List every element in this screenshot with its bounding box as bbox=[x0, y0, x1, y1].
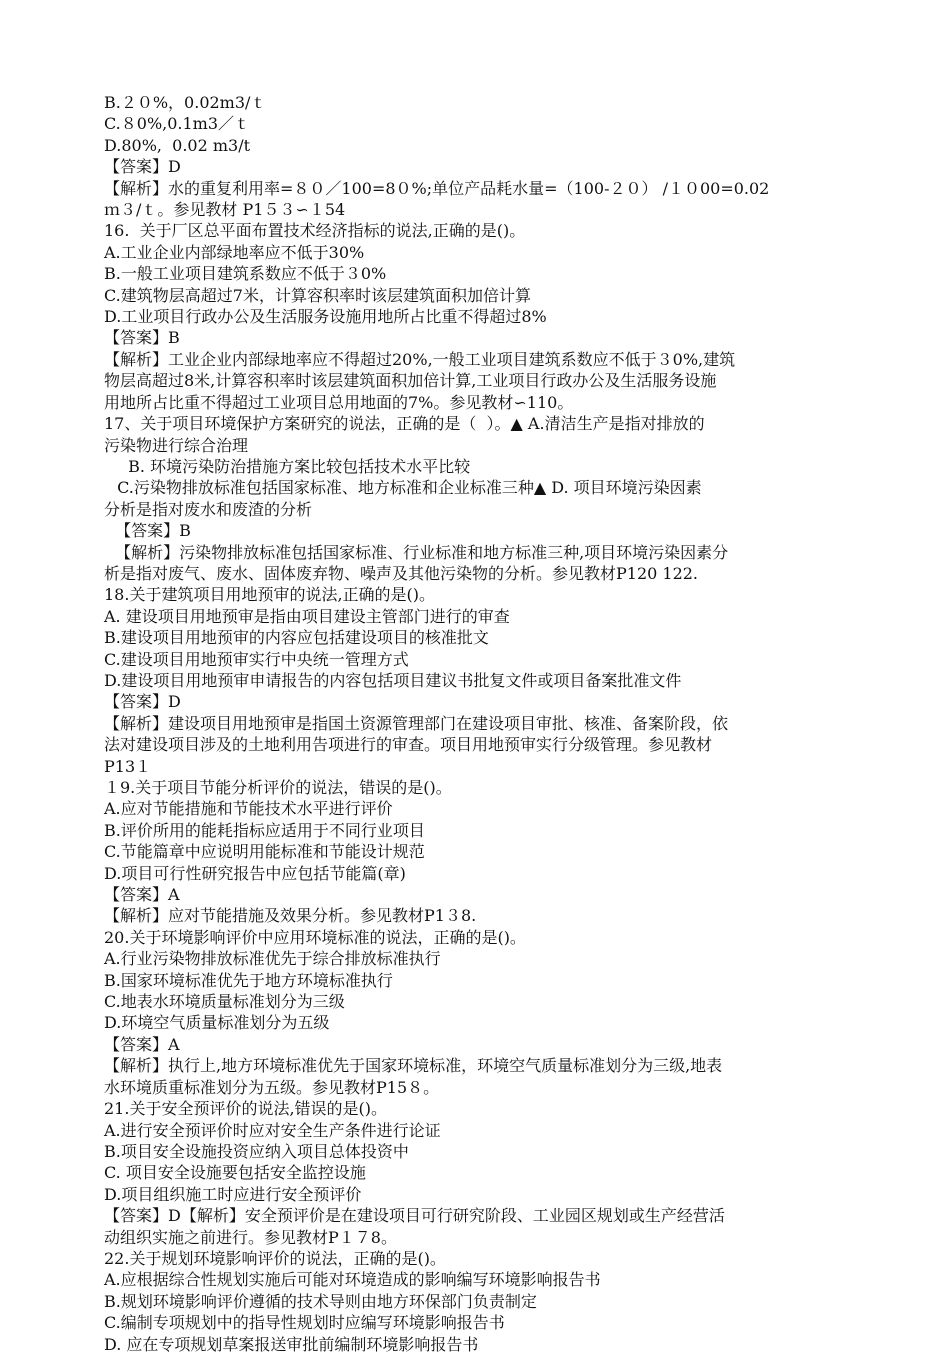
option-line: C.８0%,0.1m3／ｔ bbox=[104, 114, 251, 134]
option-line: D. 应在专项规划草案报送审批前编制环境影响报告书 bbox=[104, 1334, 479, 1354]
analysis-line: 【解析】工业企业内部绿地率应不得超过20%,一般工业项目建筑系数应不低于３0%,建筑 bbox=[104, 349, 736, 369]
option-line: A.行业污染物排放标准优先于综合排放标准执行 bbox=[104, 949, 441, 969]
analysis-line: 【解析】污染物排放标准包括国家标准、行业标准和地方标准三种,项目环境污染因素分 bbox=[110, 542, 729, 562]
option-line: B.一般工业项目建筑系数应不低于３0% bbox=[104, 264, 387, 284]
analysis-line: 【解析】建设项目用地预审是指国土资源管理部门在建设项目审批、核准、备案阶段，依 bbox=[104, 713, 729, 733]
option-line: 分析是指对废水和废渣的分析 bbox=[104, 499, 313, 519]
option-line: A. 建设项目用地预审是指由项目建设主管部门进行的审查 bbox=[104, 606, 510, 626]
option-line: A.进行安全预评价时应对安全生产条件进行论证 bbox=[104, 1120, 441, 1140]
document-page bbox=[104, 92, 864, 1355]
analysis-line: 【解析】应对节能措施及效果分析。参见教材P1３8. bbox=[104, 906, 477, 926]
option-line: A.应对节能措施和节能技术水平进行评价 bbox=[104, 799, 393, 819]
option-line: D.工业项目行政办公及生活服务设施用地所占比重不得超过8% bbox=[104, 307, 547, 327]
option-line: C.污染物排放标准包括国家标准、地方标准和企业标准三种▲ D. 项目环境污染因素 bbox=[112, 478, 702, 498]
answer-line: 【答案】A bbox=[104, 885, 180, 905]
question-21-stem: 21.关于安全预评价的说法,错误的是()。 bbox=[104, 1099, 388, 1119]
option-line: D.项目组织施工时应进行安全预评价 bbox=[104, 1184, 362, 1204]
answer-line: 【答案】B bbox=[104, 328, 180, 348]
answer-line: 【答案】A bbox=[104, 1034, 180, 1054]
option-line: D.环境空气质量标准划分为五级 bbox=[104, 1013, 330, 1033]
analysis-line: 【解析】水的重复利用率=８０／100=8０%;单位产品耗水量=（100-２０） /１０00=0.02 bbox=[104, 178, 770, 198]
answer-line: 【答案】D bbox=[104, 692, 181, 712]
question-22-stem: 22.关于规划环境影响评价的说法，正确的是()。 bbox=[104, 1248, 446, 1268]
answer-line: 【答案】D bbox=[104, 157, 181, 177]
option-line: D.项目可行性研究报告中应包括节能篇(章) bbox=[104, 863, 406, 883]
question-19-stem: １9.关于项目节能分析评价的说法，错误的是()。 bbox=[104, 778, 452, 797]
question-20-stem: 20.关于环境影响评价中应用环境标准的说法，正确的是()。 bbox=[104, 927, 526, 947]
option-line: A.工业企业内部绿地率应不低于30% bbox=[104, 242, 365, 262]
option-line: C.建筑物层高超过7米，计算容积率时该层建筑面积加倍计算 bbox=[104, 285, 531, 305]
option-line: B.项目安全设施投资应纳入项目总体投资中 bbox=[104, 1141, 409, 1161]
option-line: B.评价所用的能耗指标应适用于不同行业项目 bbox=[104, 820, 425, 840]
option-line: C. 项目安全设施要包括安全监控设施 bbox=[104, 1163, 366, 1183]
question-16-stem: 16. 关于厂区总平面布置技术经济指标的说法,正确的是()。 bbox=[104, 221, 526, 241]
analysis-line: 水环境质重标准划分为五级。参见教材P15８。 bbox=[104, 1077, 440, 1097]
analysis-line: 法对建设项目涉及的土地利用告项进行的审查。项目用地预审实行分级管理。参见教材 bbox=[104, 735, 713, 755]
analysis-line: 【解析】执行上,地方环境标准优先于国家环境标准，环境空气质量标准划分为三级,地表 bbox=[104, 1056, 723, 1076]
option-line: B. 环境污染防治措施方案比较包括技术水平比较 bbox=[118, 456, 471, 476]
option-line: B.建设项目用地预审的内容应包括建设项目的核准批文 bbox=[104, 628, 489, 648]
option-line: C.节能篇章中应说明用能标准和节能设计规范 bbox=[104, 842, 425, 862]
option-line: C.建设项目用地预审实行中央统一管理方式 bbox=[104, 649, 409, 669]
question-17-stem: 17、关于项目环境保护方案研究的说法，正确的是（ ）。▲ A.清洁生产是指对排放的 bbox=[104, 414, 705, 434]
option-line: C.编制专项规划中的指导性规划时应编写环境影响报告书 bbox=[104, 1313, 505, 1333]
option-line: B.２０%，0.02m3/ｔ bbox=[104, 93, 267, 112]
question-line: 污染物进行综合治理 bbox=[104, 435, 249, 455]
option-line: C.地表水环境质量标准划分为三级 bbox=[104, 992, 345, 1012]
analysis-line: 析是指对废气、废水、固体废弃物、噪声及其他污染物的分析。参见教材P120 122. bbox=[104, 563, 699, 583]
option-line: B.规划环境影响评价遵循的技术导则由地方环保部门负责制定 bbox=[104, 1291, 537, 1311]
option-line: A.应根据综合性规划实施后可能对环境造成的影响编写环境影响报告书 bbox=[104, 1270, 601, 1290]
analysis-line: P13１ bbox=[104, 756, 152, 776]
option-line: B.国家环境标准优先于地方环境标准执行 bbox=[104, 970, 393, 990]
option-line: D.80%, 0.02 m3/t bbox=[104, 135, 251, 155]
answer-analysis-line: 【答案】D【解析】安全预评价是在建设项目可行研究阶段、工业园区规划或生产经营活 bbox=[104, 1206, 725, 1226]
analysis-line: ｍ３/ｔ。参见教材 P1５３∽１54 bbox=[104, 200, 346, 220]
analysis-line: 用地所占比重不得超过工业项目总用地面的7%。参见教材∽110。 bbox=[104, 392, 574, 412]
option-line: D.建设项目用地预审申请报告的内容包括项目建议书批复文件或项目备案批准文件 bbox=[104, 670, 682, 690]
question-18-stem: 18.关于建筑项目用地预审的说法,正确的是()。 bbox=[104, 585, 436, 605]
analysis-line: 动组织实施之前进行。参见教材P１７8。 bbox=[104, 1227, 397, 1247]
answer-line: 【答案】B bbox=[110, 521, 191, 541]
analysis-line: 物层高超过8米,计算容积率时该层建筑面积加倍计算,工业项目行政办公及生活服务设施 bbox=[104, 371, 717, 391]
